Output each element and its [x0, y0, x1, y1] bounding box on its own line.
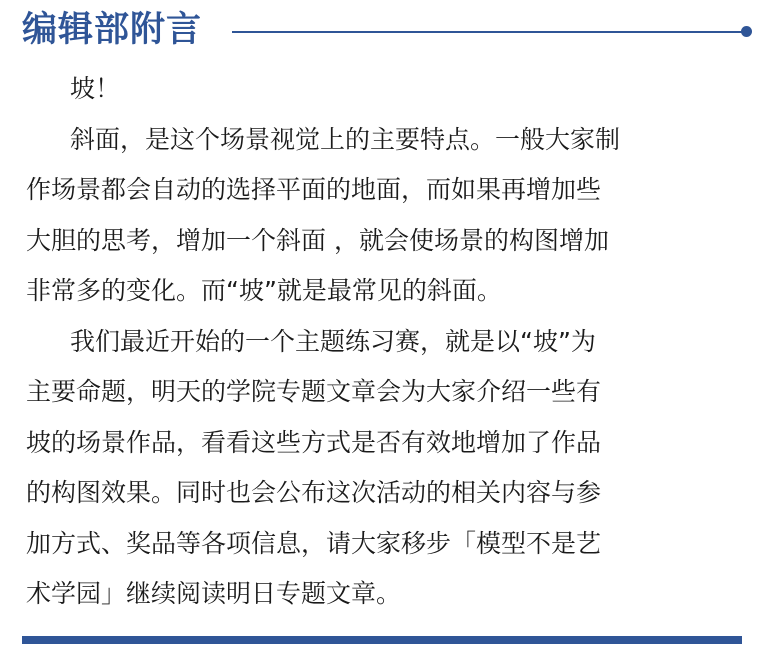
paragraph-line: 的构图效果。同时也会公布这次活动的相关内容与参	[26, 478, 602, 507]
section-header	[0, 0, 760, 60]
paragraph-line: 坡的场景作品，看看这些方式是否有效地增加了作品	[26, 427, 602, 457]
paragraph-line: 大胆的思考，增加一个斜面 ，就会使场景的构图增加	[26, 225, 609, 255]
paragraph-line: 斜面，是这个场景视觉上的主要特点。一般大家制	[70, 124, 621, 154]
paragraph-line: 坡！	[70, 74, 121, 103]
article-body	[26, 64, 736, 620]
paragraph-line: 主要命题，明天的学院专题文章会为大家介绍一些有	[26, 377, 602, 406]
footer-divider-bar	[22, 636, 742, 644]
paragraph-line: 作场景都会自动的选择平面的地面，而如果再增加些	[26, 175, 602, 204]
section-title: 编辑部附言	[22, 10, 203, 50]
header-divider-dot	[741, 26, 752, 37]
paragraph-line: 非常多的变化。而“坡”就是最常见的斜面。	[26, 276, 502, 305]
paragraph-line: 加方式、奖品等各项信息，请大家移步「模型不是艺	[26, 528, 602, 558]
paragraph-line: 术学园」继续阅读明日专题文章。	[26, 579, 402, 608]
paragraph-line: 我们最近开始的一个主题练习赛，就是以“坡”为	[70, 326, 596, 356]
header-divider-line	[232, 31, 742, 33]
